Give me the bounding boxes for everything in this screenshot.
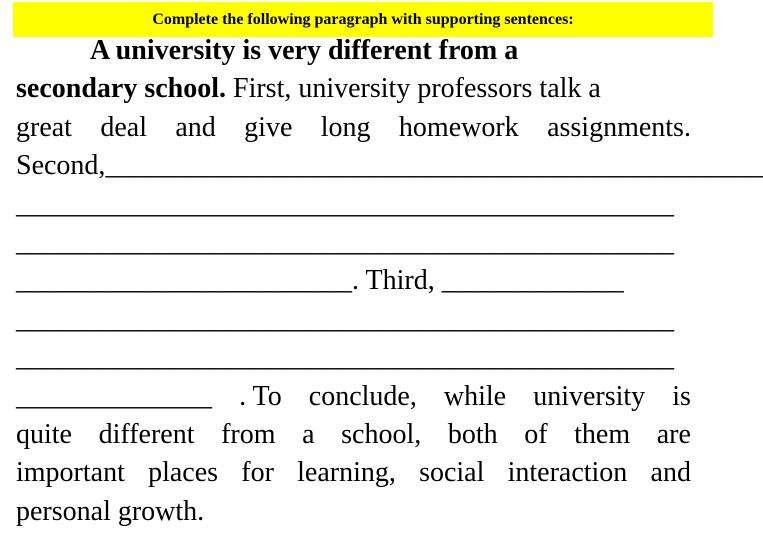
- paragraph-line-8: [16, 301, 691, 339]
- paragraph-line-7: [16, 262, 691, 300]
- word: while: [443, 380, 507, 412]
- topic-sentence-part1: A university is very different from a: [90, 35, 519, 66]
- word: . To: [239, 380, 282, 412]
- topic-sentence-part2: secondary school.: [16, 73, 226, 105]
- word: quite: [16, 418, 72, 450]
- word: school,: [341, 418, 422, 450]
- word: homework: [398, 111, 519, 143]
- second-label: Second,: [16, 150, 106, 182]
- paragraph-line-12: [16, 454, 691, 492]
- third-label: . Third,: [352, 265, 435, 297]
- answer-blank[interactable]: _____________: [441, 265, 624, 297]
- paragraph-line-3: [16, 109, 691, 147]
- word: and: [650, 457, 691, 489]
- word: deal: [100, 111, 147, 143]
- closing-text: personal growth.: [16, 495, 205, 527]
- paragraph-line-9: [16, 339, 691, 377]
- word: long: [320, 111, 371, 143]
- answer-blank[interactable]: ________________________: [16, 265, 352, 297]
- word: and: [175, 111, 216, 143]
- word: is: [672, 380, 691, 412]
- word: interaction: [507, 457, 628, 489]
- word: important: [16, 457, 125, 489]
- paragraph-line-2: [16, 70, 691, 108]
- word: different: [98, 418, 195, 450]
- paragraph-line-6: [16, 224, 691, 262]
- answer-blank[interactable]: ______________: [16, 380, 212, 412]
- word: a: [302, 418, 315, 450]
- paragraph-line-1: [16, 32, 691, 70]
- instruction-text: Complete the following paragraph with supporting sentences:: [152, 10, 574, 28]
- word: places: [148, 457, 219, 489]
- paragraph-line-10: [16, 378, 691, 416]
- answer-blank[interactable]: _______________________________________________: [16, 226, 674, 258]
- word: from: [221, 418, 276, 450]
- word: great: [16, 111, 72, 143]
- word: university: [533, 380, 646, 412]
- word: social: [419, 457, 485, 489]
- word: both: [447, 418, 498, 450]
- paragraph-line-11: [16, 416, 691, 454]
- word: conclude,: [308, 380, 417, 412]
- answer-blank[interactable]: _______________________________________________: [105, 150, 763, 182]
- answer-blank[interactable]: _______________________________________________: [16, 188, 674, 220]
- answer-blank[interactable]: _______________________________________________: [16, 342, 674, 374]
- word: are: [656, 418, 691, 450]
- answer-blank[interactable]: _______________________________________________: [16, 303, 674, 335]
- paragraph-line-5: [16, 186, 691, 224]
- word: of: [524, 418, 548, 450]
- word: learning,: [297, 457, 396, 489]
- word: give: [244, 111, 293, 143]
- paragraph-line-13: [16, 493, 691, 531]
- first-supporting-sentence-start: First, university professors talk a: [233, 73, 601, 105]
- paragraph-line-4: [16, 147, 763, 185]
- word: them: [574, 418, 631, 450]
- paragraph: [16, 32, 763, 531]
- word: assignments.: [547, 111, 691, 143]
- word: for: [241, 457, 274, 489]
